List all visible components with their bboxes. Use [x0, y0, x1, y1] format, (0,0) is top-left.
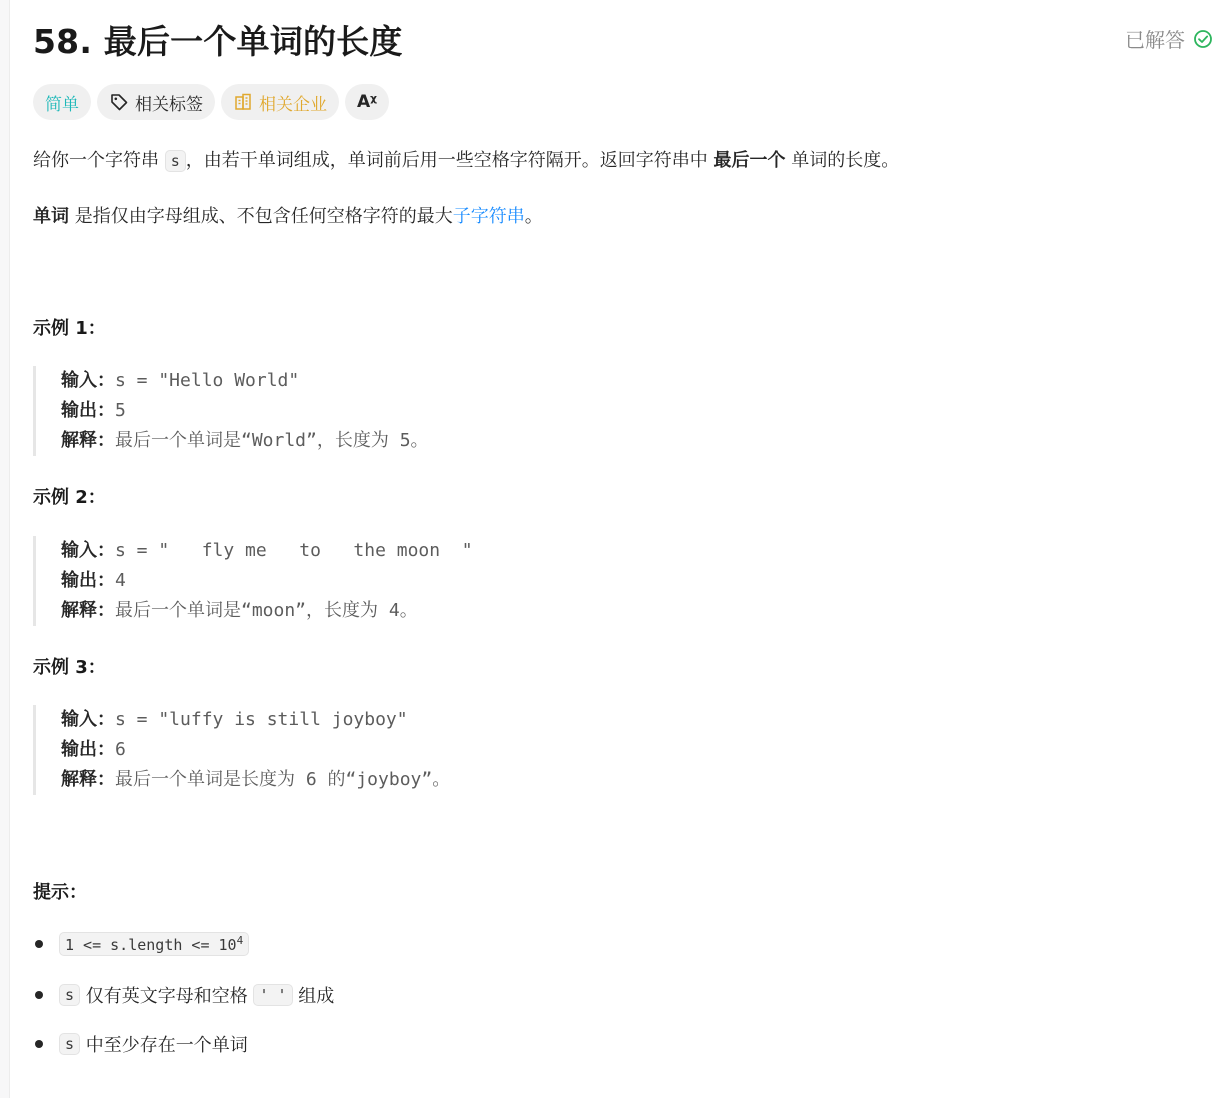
- bullet: [35, 940, 43, 948]
- value: “World”，长度为 5。: [241, 430, 429, 451]
- text: 中至少存在一个单词: [80, 1035, 248, 1056]
- text: 组成: [292, 986, 335, 1007]
- label: 解释：: [61, 769, 115, 790]
- example-output: [61, 396, 633, 426]
- inline-code: ' ': [253, 984, 292, 1006]
- topics-label: 相关标签: [135, 94, 203, 115]
- inline-code: [59, 932, 249, 956]
- label: 输入：: [61, 540, 115, 561]
- solved-label: 已解答: [1125, 28, 1185, 52]
- value: s = " fly me to the moon ": [115, 540, 473, 561]
- text: 。: [524, 206, 543, 227]
- superscript: 4: [236, 934, 244, 947]
- example-2-block: [33, 536, 633, 626]
- example-input: [61, 705, 633, 735]
- value: s = "Hello World": [115, 370, 300, 391]
- text: 仅有英文字母和空格: [80, 986, 254, 1007]
- bold-text: 最后一个: [713, 150, 786, 171]
- label: 输出：: [61, 739, 115, 760]
- text: ，由若干单词组成，单词前后用一些空格字符隔开。返回字符串中: [185, 150, 714, 171]
- example-input: [61, 366, 633, 396]
- example-explanation: [61, 765, 633, 795]
- label: 解释：: [61, 430, 115, 451]
- constraints-title: 提示：: [33, 882, 87, 903]
- check-circle-icon: [1193, 29, 1213, 49]
- constraint-item-2: [33, 982, 334, 1008]
- value: 4: [115, 570, 126, 591]
- value: s = "luffy is still joyboy": [115, 709, 408, 730]
- bullet: [35, 991, 43, 999]
- value: 6 的“joyboy”。: [295, 769, 451, 790]
- tag-icon: [109, 92, 129, 112]
- tag-bar: [33, 84, 389, 120]
- value: 最后一个单词是: [115, 430, 241, 451]
- difficulty-label: 简单: [45, 94, 79, 115]
- translate-button[interactable]: [345, 84, 389, 120]
- topics-tag-button[interactable]: [97, 84, 215, 120]
- example-explanation: [61, 596, 633, 626]
- description-paragraph-2: [33, 202, 543, 232]
- label: 输出：: [61, 400, 115, 421]
- code-text: 1 <= s.length <= 10: [65, 936, 237, 954]
- difficulty-tag[interactable]: [33, 84, 91, 120]
- example-3-block: [33, 705, 633, 795]
- description-paragraph-1: [33, 146, 899, 176]
- example-output: [61, 566, 633, 596]
- value: 最后一个单词是: [115, 600, 241, 621]
- companies-tag-button[interactable]: [221, 84, 339, 120]
- value: “moon”，长度为 4。: [241, 600, 418, 621]
- example-1-title: 示例 1：: [33, 318, 106, 339]
- solved-status: [1125, 24, 1213, 53]
- translate-icon: Aᵡ: [357, 92, 378, 112]
- bullet: [35, 1040, 43, 1048]
- left-panel-edge: [0, 0, 10, 1098]
- title-row: [33, 14, 1213, 64]
- label: 输出：: [61, 570, 115, 591]
- text: 给你一个字符串: [33, 150, 165, 171]
- example-input: [61, 536, 633, 566]
- value: 5: [115, 400, 126, 421]
- inline-code-s: s: [165, 150, 186, 172]
- problem-title[interactable]: 58. 最后一个单词的长度: [33, 22, 403, 61]
- example-3-title: 示例 3：: [33, 657, 106, 678]
- text: 单词的长度。: [785, 150, 900, 171]
- example-2-title: 示例 2：: [33, 487, 106, 508]
- inline-code: s: [59, 1033, 80, 1055]
- label: 输入：: [61, 709, 115, 730]
- text: 是指仅由字母组成、不包含任何空格字符的最大: [69, 206, 453, 227]
- value: 6: [115, 739, 126, 760]
- bold-text: 单词: [33, 206, 69, 227]
- constraint-item-1: [33, 932, 255, 956]
- companies-label: 相关企业: [259, 94, 327, 115]
- constraint-item-3: [33, 1031, 248, 1057]
- building-icon: [233, 92, 253, 112]
- value: 最后一个单词是长度为: [115, 769, 295, 790]
- example-output: [61, 735, 633, 765]
- label: 解释：: [61, 600, 115, 621]
- label: 输入：: [61, 370, 115, 391]
- inline-code: s: [59, 984, 80, 1006]
- substring-link[interactable]: 子字符串: [452, 206, 525, 227]
- example-explanation: [61, 426, 633, 456]
- example-1-block: [33, 366, 633, 456]
